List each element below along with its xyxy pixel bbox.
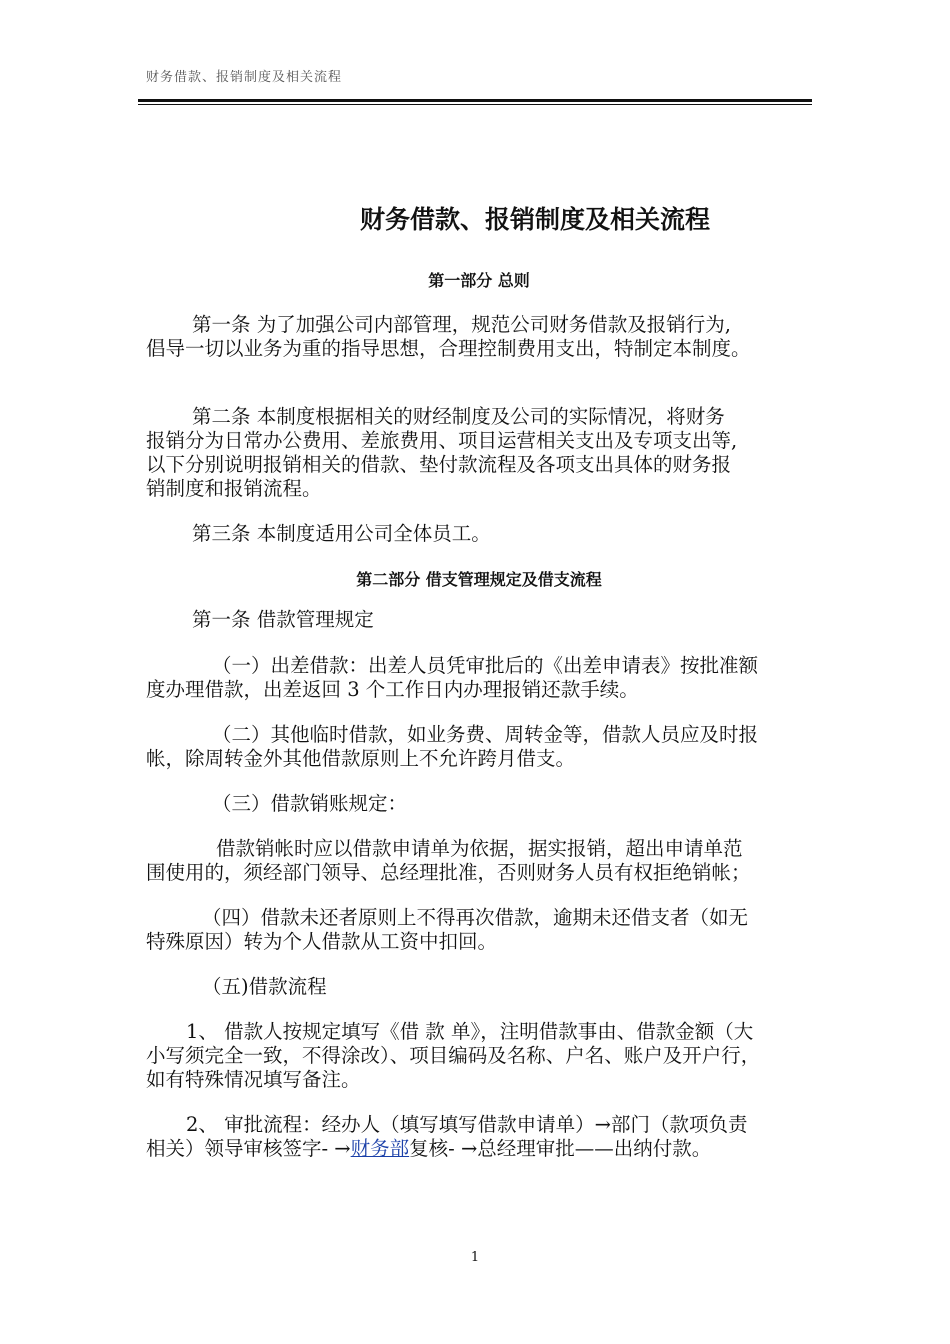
loan-step-line <box>146 1137 812 1161</box>
finance-dept-link[interactable]: 财务部 <box>350 1137 410 1160</box>
article-2-line: 销制度和报销流程。 <box>146 477 322 500</box>
loan-item-line: 帐，除周转金外其他借款原则上不允许跨月借支。 <box>146 747 576 770</box>
loan-item-line: 特殊原因）转为个人借款从工资中扣回。 <box>146 930 498 953</box>
loan-item-2 <box>146 723 812 771</box>
document-body <box>146 200 812 1161</box>
loan-item-line: （一）出差借款：出差人员凭审批后的《出差申请表》按批准额 <box>212 654 759 677</box>
loan-item-line: 借款销帐时应以借款申请单为依据，据实报销，超出申请单范 <box>216 837 743 860</box>
loan-step-line: 2、 审批流程：经办人（填写填写借款申请单）→部门（款项负责 <box>186 1113 748 1136</box>
article-1-line: 倡导一切以业务为重的指导思想，合理控制费用支出，特制定本制度。 <box>146 337 751 360</box>
article-2-line: 报销分为日常办公费用、差旅费用、项目运营相关支出及专项支出等, <box>146 429 738 452</box>
loan-item-5: （五)借款流程 <box>202 975 327 998</box>
loan-step-1 <box>146 1020 812 1092</box>
article-2 <box>146 405 812 501</box>
loan-item-line: 度办理借款，出差返回 3 个工作日内办理报销还款手续。 <box>146 678 639 701</box>
loan-step-line: 小写须完全一致，不得涂改）、项目编码及名称、户名、账户及开户行， <box>146 1044 761 1067</box>
loan-item-3-body <box>146 837 812 885</box>
loan-item-line: （四）借款未还者原则上不得再次借款，逾期未还借支者（如无 <box>202 906 749 929</box>
part1-heading: 第一部分 总则 <box>428 271 530 290</box>
loan-rules-article: 第一条 借款管理规定 <box>192 608 374 631</box>
article-1-line: 第一条 为了加强公司内部管理，规范公司财务借款及报销行为, <box>192 313 731 336</box>
loan-item-4 <box>146 906 812 954</box>
loan-step-text: 相关）领导审核签字- → <box>146 1137 351 1160</box>
document-title: 财务借款、报销制度及相关流程 <box>359 205 710 234</box>
loan-step-line: 1、 借款人按规定填写《借 款 单》，注明借款事由、借款金额（大 <box>186 1020 754 1043</box>
article-2-line: 第二条 本制度根据相关的财经制度及公司的实际情况，将财务 <box>192 405 725 428</box>
loan-step-text: 复核- →总经理审批——出纳付款。 <box>409 1137 712 1160</box>
part2-heading: 第二部分 借支管理规定及借支流程 <box>356 570 602 589</box>
loan-step-2 <box>146 1113 812 1161</box>
article-3: 第三条 本制度适用公司全体员工。 <box>192 522 491 545</box>
header-rule <box>138 99 812 102</box>
loan-item-line: （二）其他临时借款，如业务费、周转金等，借款人员应及时报 <box>212 723 759 746</box>
article-2-line: 以下分别说明报销相关的借款、垫付款流程及各项支出具体的财务报 <box>146 453 732 476</box>
loan-item-3: （三）借款销账规定： <box>212 792 408 815</box>
loan-step-line: 如有特殊情况填写备注。 <box>146 1068 361 1091</box>
header-rule-thin <box>138 104 812 105</box>
loan-item-1 <box>146 654 812 702</box>
page-number: 1 <box>470 1250 480 1265</box>
loan-item-line: 围使用的，须经部门领导、总经理批准，否则财务人员有权拒绝销帐； <box>146 861 751 884</box>
running-header: 财务借款、报销制度及相关流程 <box>146 70 343 85</box>
article-1 <box>146 313 812 361</box>
